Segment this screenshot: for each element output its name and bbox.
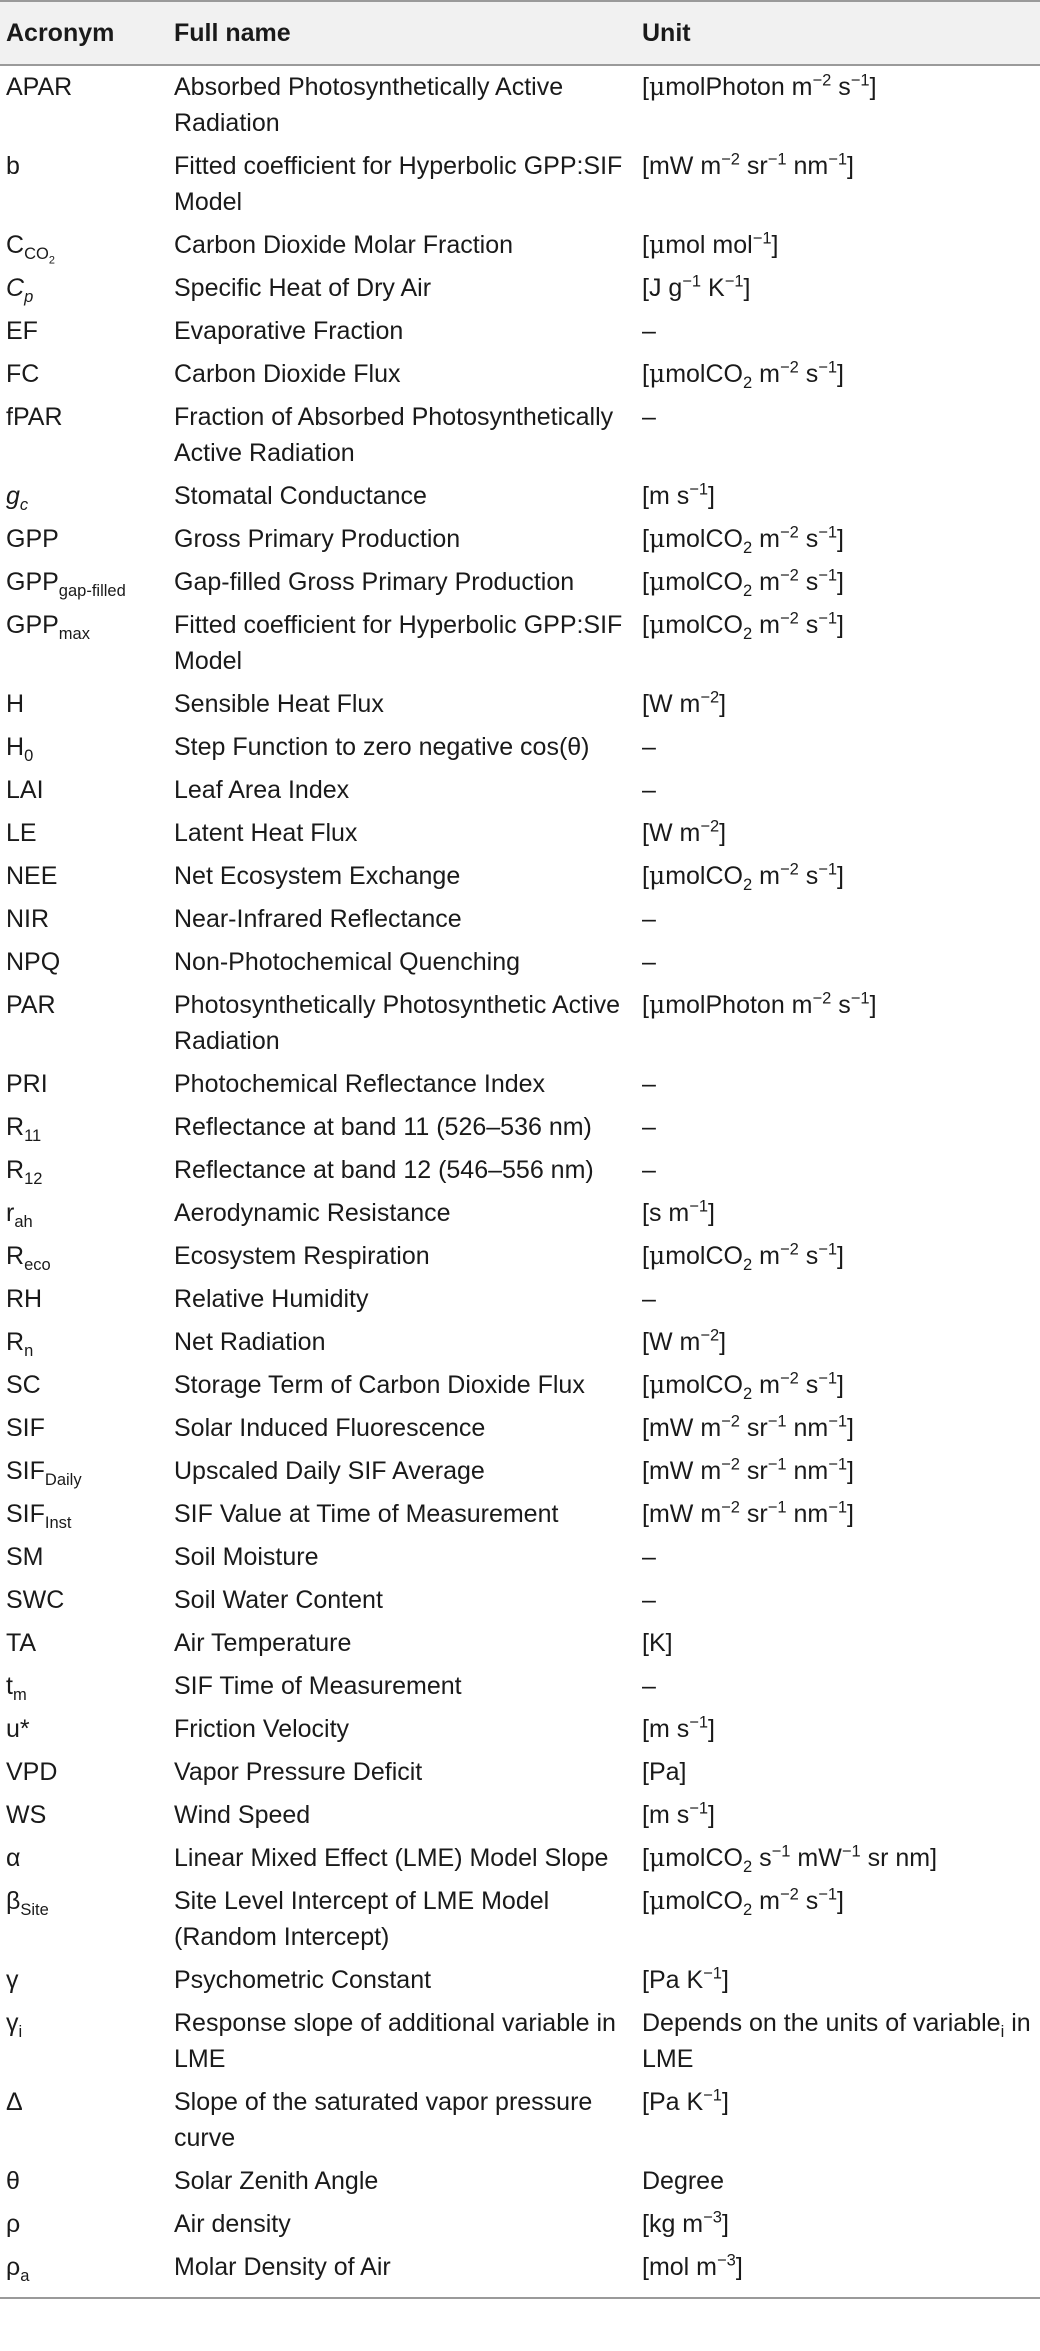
full-name-cell: Leaf Area Index (174, 776, 350, 804)
full-name-cell: Non-Photochemical Quenching (174, 948, 521, 976)
table-row (0, 1106, 1040, 1149)
acronym-cell: TA (6, 1629, 37, 1657)
header-row (0, 1, 1040, 65)
acronym-cell: $\gamma_i$ (6, 2009, 23, 2041)
unit-cell: [W $m^{-2}$] (642, 817, 727, 847)
unit-cell: – (642, 1156, 656, 1184)
acronym-cell: NPQ (6, 948, 61, 976)
unit-cell: [μmolPhoton $m^{-2}$ $s^{-1}$] (642, 71, 877, 101)
acronym-cell: $\beta_{Site}$ (6, 1887, 49, 1919)
full-name-cell: Linear Mixed Effect (LME) Model Slope (174, 1844, 609, 1872)
acronym-cell: $GPP_{max}$ (6, 611, 90, 643)
table-row (0, 1364, 1040, 1407)
unit-cell: [μmolCO$_2$ $m^{-2}$ $s^{-1}$] (642, 1369, 844, 1403)
full-name-cell: Carbon Dioxide Flux (174, 360, 401, 388)
acronym-cell: $SIF_{Daily}$ (6, 1457, 82, 1489)
full-name-cell: Carbon Dioxide Molar Fraction (174, 231, 514, 259)
full-name-cell: Response slope of additional variable in LME (174, 2009, 616, 2073)
table-row (0, 518, 1040, 561)
header-unit: Unit (636, 1, 1040, 65)
table-row (0, 1708, 1040, 1751)
unit-cell: [kg $m^{-3}$] (642, 2208, 729, 2238)
unit-cell: [Pa $K^{-1}$] (642, 1964, 729, 1994)
table-row (0, 769, 1040, 812)
header-full-name: Full name (168, 1, 636, 65)
table-row (0, 1321, 1040, 1364)
table-row (0, 561, 1040, 604)
full-name-cell: Site Level Intercept of LME Model (Random Intercept) (174, 1887, 550, 1951)
table-row (0, 2203, 1040, 2246)
table-row (0, 1450, 1040, 1493)
acronym-cell: $R_{eco}$ (6, 1242, 51, 1274)
full-name-cell: Wind Speed (174, 1801, 311, 1829)
full-name-cell: Fraction of Absorbed Photosynthetically Active Radiation (174, 403, 614, 467)
acronym-cell: $r_{ah}$ (6, 1199, 33, 1231)
full-name-cell: Sensible Heat Flux (174, 690, 384, 718)
table-row (0, 2160, 1040, 2203)
full-name-cell: Stomatal Conductance (174, 482, 427, 510)
acronym-cell: WS (6, 1801, 47, 1829)
table-row (0, 1278, 1040, 1321)
full-name-cell: Fitted coefficient for Hyperbolic GPP:SIF Model (174, 611, 623, 675)
acronym-cell: γ (6, 1966, 19, 1994)
table-row (0, 1235, 1040, 1278)
unit-cell: [mol $m^{-3}$] (636, 2246, 1040, 2298)
table-row (0, 2002, 1040, 2081)
unit-cell: [m $s^{-1}$] (642, 1713, 715, 1743)
acronym-cell: SC (6, 1371, 41, 1399)
acronym-cell: $\rho_a$ (0, 2246, 168, 2298)
full-name-cell: SIF Value at Time of Measurement (174, 1500, 559, 1528)
table-row (0, 726, 1040, 769)
table-row (0, 941, 1040, 984)
unit-cell: [μmolCO$_2$ $m^{-2}$ $s^{-1}$] (642, 609, 844, 643)
unit-cell: [μmolCO$_2$ $m^{-2}$ $s^{-1}$] (642, 523, 844, 557)
table-row (0, 1493, 1040, 1536)
unit-cell: – (642, 317, 656, 345)
table-row (0, 310, 1040, 353)
table-row (0, 812, 1040, 855)
acronym-cell: LAI (6, 776, 44, 804)
acronym-cell: GPP (6, 525, 59, 553)
full-name-cell: Latent Heat Flux (174, 819, 358, 847)
full-name-cell: Gross Primary Production (174, 525, 461, 553)
full-name-cell: Slope of the saturated vapor pressure curve (174, 2088, 593, 2152)
full-name-cell: Evaporative Fraction (174, 317, 404, 345)
full-name-cell: Solar Induced Fluorescence (174, 1414, 486, 1442)
acronym-cell: α (6, 1844, 21, 1872)
acronym-cell: $GPP_{gap-filled}$ (6, 568, 126, 600)
table-row (0, 2246, 1040, 2298)
unit-cell: – (642, 1285, 656, 1313)
unit-cell: [μmolPhoton $m^{-2}$ $s^{-1}$] (642, 989, 877, 1019)
full-name-cell: SIF Time of Measurement (174, 1672, 462, 1700)
unit-cell: – (642, 1543, 656, 1571)
acronym-cell: LE (6, 819, 37, 847)
full-name-cell: Air density (174, 2210, 291, 2238)
table-row (0, 145, 1040, 224)
acronym-cell: $C_p$ (6, 274, 34, 306)
table-row (0, 1751, 1040, 1794)
unit-cell: [μmolCO$_2$ $m^{-2}$ $s^{-1}$] (642, 1885, 844, 1919)
table-row (0, 1536, 1040, 1579)
table-row (0, 1579, 1040, 1622)
table-row (0, 1407, 1040, 1450)
table-row (0, 1880, 1040, 1959)
unit-cell: – (642, 948, 656, 976)
acronym-cell: b (6, 152, 20, 180)
acronym-cell: ρ (6, 2210, 21, 2238)
acronym-cell: RH (6, 1285, 43, 1313)
table-row (0, 1192, 1040, 1235)
table-header (0, 1, 1040, 65)
table-row (0, 267, 1040, 310)
full-name-cell: Absorbed Photosynthetically Active Radiation (174, 73, 564, 137)
full-name-cell: Molar Density of Air (168, 2246, 636, 2298)
acronym-cell: $H_0$ (6, 733, 34, 765)
table-row (0, 1794, 1040, 1837)
acronym-cell: NIR (6, 905, 50, 933)
full-name-cell: Aerodynamic Resistance (174, 1199, 451, 1227)
table-row (0, 2081, 1040, 2160)
full-name-cell: Photosynthetically Photosynthetic Active Radiation (174, 991, 621, 1055)
unit-cell: – (642, 1586, 656, 1614)
table-row (0, 1959, 1040, 2002)
acronym-cell: $R_n$ (6, 1328, 34, 1360)
acronym-cell: EF (6, 317, 38, 345)
acronym-cell: VPD (6, 1758, 58, 1786)
acronym-cell: $t_m$ (6, 1672, 27, 1704)
unit-cell: [μmol mol$^{-1}$] (642, 229, 779, 259)
full-name-cell: Relative Humidity (174, 1285, 369, 1313)
table-row (0, 1063, 1040, 1106)
unit-cell: – (642, 905, 656, 933)
acronym-cell: SIF (6, 1414, 45, 1442)
acronym-cell: u* (6, 1715, 30, 1743)
table-row (0, 1665, 1040, 1708)
table-row (0, 855, 1040, 898)
unit-cell: Degree (642, 2167, 724, 2195)
full-name-cell: Net Radiation (174, 1328, 326, 1356)
unit-cell: – (642, 776, 656, 804)
full-name-cell: Gap-filled Gross Primary Production (174, 568, 575, 596)
unit-cell: [m $s^{-1}$] (642, 1799, 715, 1829)
acronym-cell: $R_{12}$ (6, 1156, 43, 1188)
unit-cell: [mW $m^{-2}$ $sr^{-1}$ $nm^{-1}$] (642, 1412, 854, 1442)
acronym-cell: NEE (6, 862, 58, 890)
unit-cell: – (642, 403, 656, 431)
full-name-cell: Step Function to zero negative cos(θ) (174, 733, 590, 761)
unit-cell: – (642, 1672, 656, 1700)
table-row (0, 1622, 1040, 1665)
table-row (0, 898, 1040, 941)
table-row (0, 683, 1040, 726)
unit-cell: [K] (642, 1629, 673, 1657)
full-name-cell: Fitted coefficient for Hyperbolic GPP:SIF Model (174, 152, 623, 216)
unit-cell: [J $g^{-1}$ $K^{-1}$] (642, 272, 751, 302)
acronym-cell: FC (6, 360, 40, 388)
table-row (0, 353, 1040, 396)
full-name-cell: Ecosystem Respiration (174, 1242, 430, 1270)
full-name-cell: Specific Heat of Dry Air (174, 274, 432, 302)
acronym-cell: fPAR (6, 403, 63, 431)
acronym-cell: $C_{CO_2}$ (6, 231, 55, 267)
table-body (0, 65, 1040, 2298)
full-name-cell: Air Temperature (174, 1629, 352, 1657)
acronym-cell: SWC (6, 1586, 65, 1614)
acronym-cell: PRI (6, 1070, 48, 1098)
full-name-cell: Solar Zenith Angle (174, 2167, 379, 2195)
unit-cell: [μmolCO$_2$ $m^{-2}$ $s^{-1}$] (642, 566, 844, 600)
acronym-cell: APAR (6, 73, 73, 101)
unit-cell: [Pa] (642, 1758, 687, 1786)
unit-cell: [mW $m^{-2}$ $sr^{-1}$ $nm^{-1}$] (642, 1455, 854, 1485)
table-row (0, 984, 1040, 1063)
table-row (0, 604, 1040, 683)
full-name-cell: Soil Water Content (174, 1586, 383, 1614)
full-name-cell: Upscaled Daily SIF Average (174, 1457, 485, 1485)
unit-cell: [μmolCO$_2$ $m^{-2}$ $s^{-1}$] (642, 860, 844, 894)
acronym-cell: Δ (6, 2088, 23, 2116)
full-name-cell: Psychometric Constant (174, 1966, 432, 1994)
unit-cell: [mW $m^{-2}$ $sr^{-1}$ $nm^{-1}$] (642, 150, 854, 180)
table-row (0, 475, 1040, 518)
acronym-cell: $R_{11}$ (6, 1113, 42, 1145)
full-name-cell: Friction Velocity (174, 1715, 350, 1743)
header-acronym: Acronym (0, 1, 168, 65)
unit-cell: [W $m^{-2}$] (642, 1326, 727, 1356)
full-name-cell: Near-Infrared Reflectance (174, 905, 462, 933)
unit-cell: [W $m^{-2}$] (642, 688, 727, 718)
unit-cell: [Pa $K^{-1}$] (642, 2086, 729, 2116)
unit-cell: [mW $m^{-2}$ $sr^{-1}$ $nm^{-1}$] (642, 1498, 854, 1528)
unit-cell: [μmolCO$_2$ $m^{-2}$ $s^{-1}$] (642, 1240, 844, 1274)
table-row (0, 224, 1040, 267)
table-row (0, 65, 1040, 145)
unit-cell: [s $m^{-1}$] (642, 1197, 715, 1227)
full-name-cell: Vapor Pressure Deficit (174, 1758, 423, 1786)
table-row (0, 396, 1040, 475)
full-name-cell: Reflectance at band 11 (526–536 nm) (174, 1113, 592, 1141)
unit-cell: [μmolCO$_2$ $s^{-1}$ $mW^{-1}$ sr nm] (642, 1842, 938, 1876)
full-name-cell: Storage Term of Carbon Dioxide Flux (174, 1371, 585, 1399)
table-row (0, 1837, 1040, 1880)
full-name-cell: Net Ecosystem Exchange (174, 862, 461, 890)
acronym-cell: H (6, 690, 25, 718)
full-name-cell: Photochemical Reflectance Index (174, 1070, 546, 1098)
unit-cell: Depends on the units of variable$_i$ in LME (642, 2009, 1031, 2073)
full-name-cell: Soil Moisture (174, 1543, 319, 1571)
unit-cell: – (642, 1070, 656, 1098)
acronym-cell: θ (6, 2167, 20, 2195)
unit-cell: [m $s^{-1}$] (642, 480, 715, 510)
acronym-cell: $g_c$ (6, 482, 29, 514)
table-row (0, 1149, 1040, 1192)
full-name-cell: Reflectance at band 12 (546–556 nm) (174, 1156, 594, 1184)
unit-cell: – (642, 733, 656, 761)
acronym-cell: PAR (6, 991, 56, 1019)
unit-cell: – (642, 1113, 656, 1141)
acronym-cell: $SIF_{Inst}$ (6, 1500, 72, 1532)
acronym-cell: SM (6, 1543, 44, 1571)
unit-cell: [μmolCO$_2$ $m^{-2}$ $s^{-1}$] (642, 358, 844, 392)
